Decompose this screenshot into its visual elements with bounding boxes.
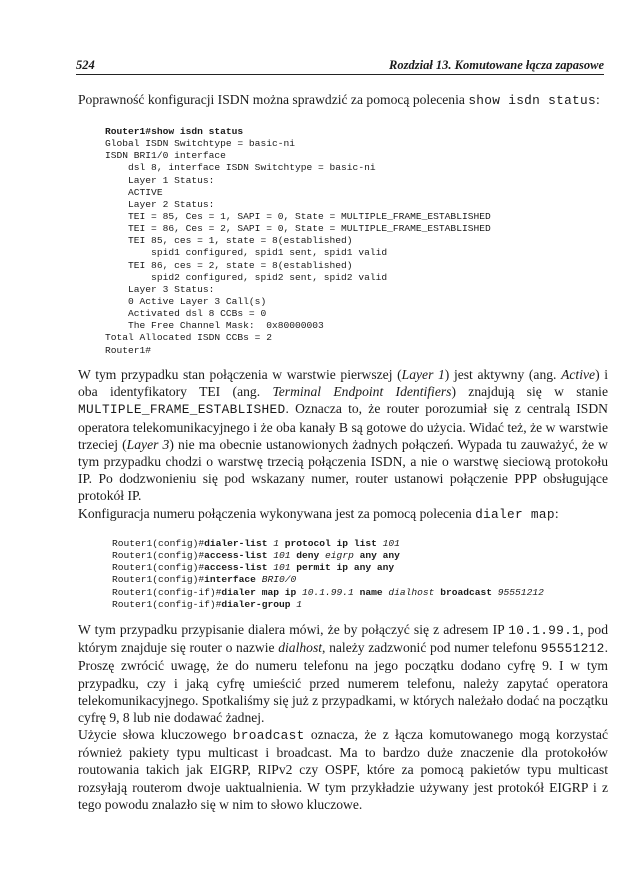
- intro-text: Poprawność konfiguracji ISDN można sprawdzić za pomocą polecenia: [78, 92, 469, 107]
- command-argument: 10.1.99.1: [302, 586, 360, 598]
- output-text: Total Allocated ISDN CCBs = 2: [105, 332, 272, 344]
- code-line: [105, 162, 491, 174]
- command-argument: 1: [273, 538, 285, 549]
- dialer-config-listing: [112, 538, 544, 611]
- p2-text-5: . Oznacza to, że router porozumiał się z centralą ISDN operatora telekomunikacyjnego i że oba kanały B są gotowe do użycia. Widać też, że w warstwie trzeciej (: [78, 401, 608, 452]
- output-text: Layer 1 Status:: [105, 174, 215, 186]
- p2-text-1: W tym przypadku stan połączenia w warstwie pierwszej (: [78, 367, 402, 382]
- command-keyword: interface: [204, 574, 262, 586]
- command-argument: eigrp: [325, 550, 360, 562]
- isdn-status-output: [105, 126, 491, 357]
- command-argument: 101: [273, 550, 297, 562]
- code-line: [105, 126, 491, 138]
- config-line: [112, 574, 544, 586]
- p5-text-2: oznacza, że z łącza komutowanego mogą korzystać również pakiety typu multicast i broadcast. Ma to bardzo duże znaczenie dla protokołów routowania takich jak EIGRP, RIPv2 czy OSPF, które za pomocą pakietów typu multicast rozsyłają routerom dwoje uaktualnienia. W tym przykładzie używany jest protokół EIGRP i z tego powodu znalazło się w nim to słowo kluczowe.: [78, 727, 608, 812]
- chapter-title: Rozdział 13. Komutowane łącza zapasowe: [389, 58, 604, 72]
- config-line: [112, 587, 544, 599]
- layer1-term: Layer 1: [401, 367, 445, 382]
- code-line: [105, 284, 491, 296]
- tei-term: Terminal Endpoint Identifiers: [272, 384, 452, 400]
- config-line: [112, 550, 544, 562]
- dialer-map-intro: [78, 505, 608, 523]
- p2-text-2: ) jest aktywny (ang.: [444, 367, 562, 382]
- p4-text-2: , pod którym znajduje się router o nazwie: [78, 622, 608, 656]
- command-keyword: any any: [359, 550, 400, 562]
- output-text: TEI = 85, Ces = 1, SAPI = 0, State = MULTIPLE_FRAME_ESTABLISHED: [105, 210, 491, 222]
- p4-text-4: . Proszę zwrócić uwagę, że do numeru telefonu na jego początku dodano cyfrę 9. I w tym przypadku, czy i jaką cyfrę umieścić przed numerem telefonu, należy zapytać operatora telekomunikacyjnego. Spotkaliśmy się już z przypadkami, w których należało dodać na początku cyfrę 9, 8 lub nie dodawać żadnej.: [78, 640, 608, 726]
- command-keyword: name: [359, 586, 389, 598]
- command-keyword: protocol ip list: [284, 538, 383, 549]
- code-line: [105, 320, 491, 332]
- p2-text-3: ) i oba identyfikatory TEI (ang.: [78, 367, 608, 400]
- output-text: spid1 configured, spid1 sent, spid1 valid: [105, 247, 388, 259]
- code-line: [105, 187, 491, 199]
- code-line: [105, 211, 491, 223]
- cli-prompt: Router1(config)#: [112, 550, 205, 562]
- cli-prompt: Router1(config)#: [112, 538, 205, 549]
- cli-command: show isdn status: [151, 126, 244, 137]
- command-keyword: access-list: [204, 562, 274, 574]
- intro-colon: :: [595, 92, 600, 107]
- header-rule: [76, 74, 604, 75]
- code-line: [105, 308, 491, 320]
- command-keyword: access-list: [204, 550, 274, 562]
- command-keyword: dialer map ip: [221, 586, 302, 598]
- p4-text-3: , należy zadzwonić pod numer telefonu: [322, 640, 541, 656]
- code-line: [105, 223, 491, 235]
- output-text: spid2 configured, spid2 sent, spid2 valid: [105, 271, 388, 283]
- output-text: TEI = 86, Ces = 2, SAPI = 0, State = MULTIPLE_FRAME_ESTABLISHED: [105, 223, 491, 235]
- code-line: [105, 199, 491, 211]
- intro-paragraph: [78, 91, 608, 109]
- p2-text-4: ) znajdują się w stanie: [451, 384, 608, 400]
- command-argument: 95551212: [497, 586, 544, 598]
- p2-text-6: ) nie ma obecnie ustanowionych żadnych połączeń. Wypada tu zauważyć, że w tym przypadku chodzi o warstwę trzecią połączenia ISDN, a nie o warstwę sieciową protokołu IP. Po dodzwonieniu się pod wskazany numer, router ustanowi połączenie PPP obsługujące protokół IP.: [78, 436, 608, 504]
- command-keyword: deny: [296, 550, 326, 562]
- command-keyword: permit ip any any: [296, 562, 395, 574]
- output-text: ISDN BRI1/0 interface: [105, 150, 226, 162]
- output-text: Activated dsl 8 CCBs = 0: [105, 308, 267, 320]
- code-line: [105, 272, 491, 284]
- code-line: [105, 345, 491, 357]
- explanation-paragraph: [78, 366, 608, 505]
- command-keyword: dialer-group: [221, 598, 297, 610]
- cli-prompt: Router1(config)#: [112, 574, 205, 586]
- code-line: [105, 138, 491, 150]
- ip-address: 10.1.99.1: [508, 623, 581, 638]
- output-text: TEI 86, ces = 2, state = 8(established): [105, 259, 353, 271]
- output-text: The Free Channel Mask: 0x80000003: [105, 320, 324, 332]
- output-text: 0 Active Layer 3 Call(s): [105, 295, 267, 307]
- p5-text-1: Użycie słowa kluczowego: [78, 727, 233, 742]
- layer3-term: Layer 3: [126, 436, 170, 452]
- page-header: [76, 58, 604, 74]
- output-text: ACTIVE: [105, 186, 163, 198]
- hostname: dialhost: [278, 640, 323, 656]
- command-keyword: broadcast: [440, 586, 498, 598]
- cli-prompt: Router1(config-if)#: [112, 598, 222, 610]
- dialer-explanation-paragraph: [78, 621, 608, 726]
- code-line: [105, 296, 491, 308]
- command-argument: 1: [296, 598, 302, 610]
- broadcast-keyword: broadcast: [232, 728, 305, 743]
- command-argument: BRI0/0: [261, 574, 297, 586]
- p3-text: Konfiguracja numeru połączenia wykonywana jest za pomocą polecenia: [78, 506, 476, 521]
- command-argument: 101: [273, 562, 297, 574]
- command-keyword: dialer-list: [204, 538, 274, 549]
- code-line: [105, 260, 491, 272]
- broadcast-paragraph: [78, 726, 608, 813]
- config-line: [112, 538, 544, 550]
- output-text: TEI 85, ces = 1, state = 8(established): [105, 235, 353, 247]
- state-value: MULTIPLE_FRAME_ESTABLISHED: [78, 402, 286, 418]
- output-text: Layer 3 Status:: [105, 283, 215, 295]
- page-number: 524: [76, 58, 95, 72]
- p4-text-1: W tym przypadku przypisanie dialera mówi, że by połączyć się z adresem IP: [78, 622, 509, 637]
- output-text: dsl 8, interface ISDN Switchtype = basic-ni: [105, 162, 376, 174]
- output-text: Router1#: [105, 344, 152, 356]
- code-line: [105, 150, 491, 162]
- command-argument: 101: [382, 538, 400, 549]
- p3-colon: :: [554, 506, 559, 521]
- output-text: Global ISDN Switchtype = basic-ni: [105, 138, 295, 150]
- config-line: [112, 562, 544, 574]
- cli-prompt: Router1(config)#: [112, 562, 205, 574]
- code-line: [105, 247, 491, 259]
- cli-prompt: Router1(config-if)#: [112, 586, 222, 598]
- code-line: [105, 332, 491, 344]
- code-line: [105, 235, 491, 247]
- dialer-map-command: dialer map: [475, 507, 555, 522]
- config-line: [112, 599, 544, 611]
- active-term: Active: [561, 367, 596, 382]
- cli-prompt: Router1#: [105, 126, 152, 137]
- phone-number: 95551212: [540, 641, 605, 657]
- command-argument: dialhost: [388, 586, 441, 598]
- output-text: Layer 2 Status:: [105, 198, 215, 210]
- show-isdn-status-command: show isdn status: [468, 93, 596, 108]
- code-line: [105, 175, 491, 187]
